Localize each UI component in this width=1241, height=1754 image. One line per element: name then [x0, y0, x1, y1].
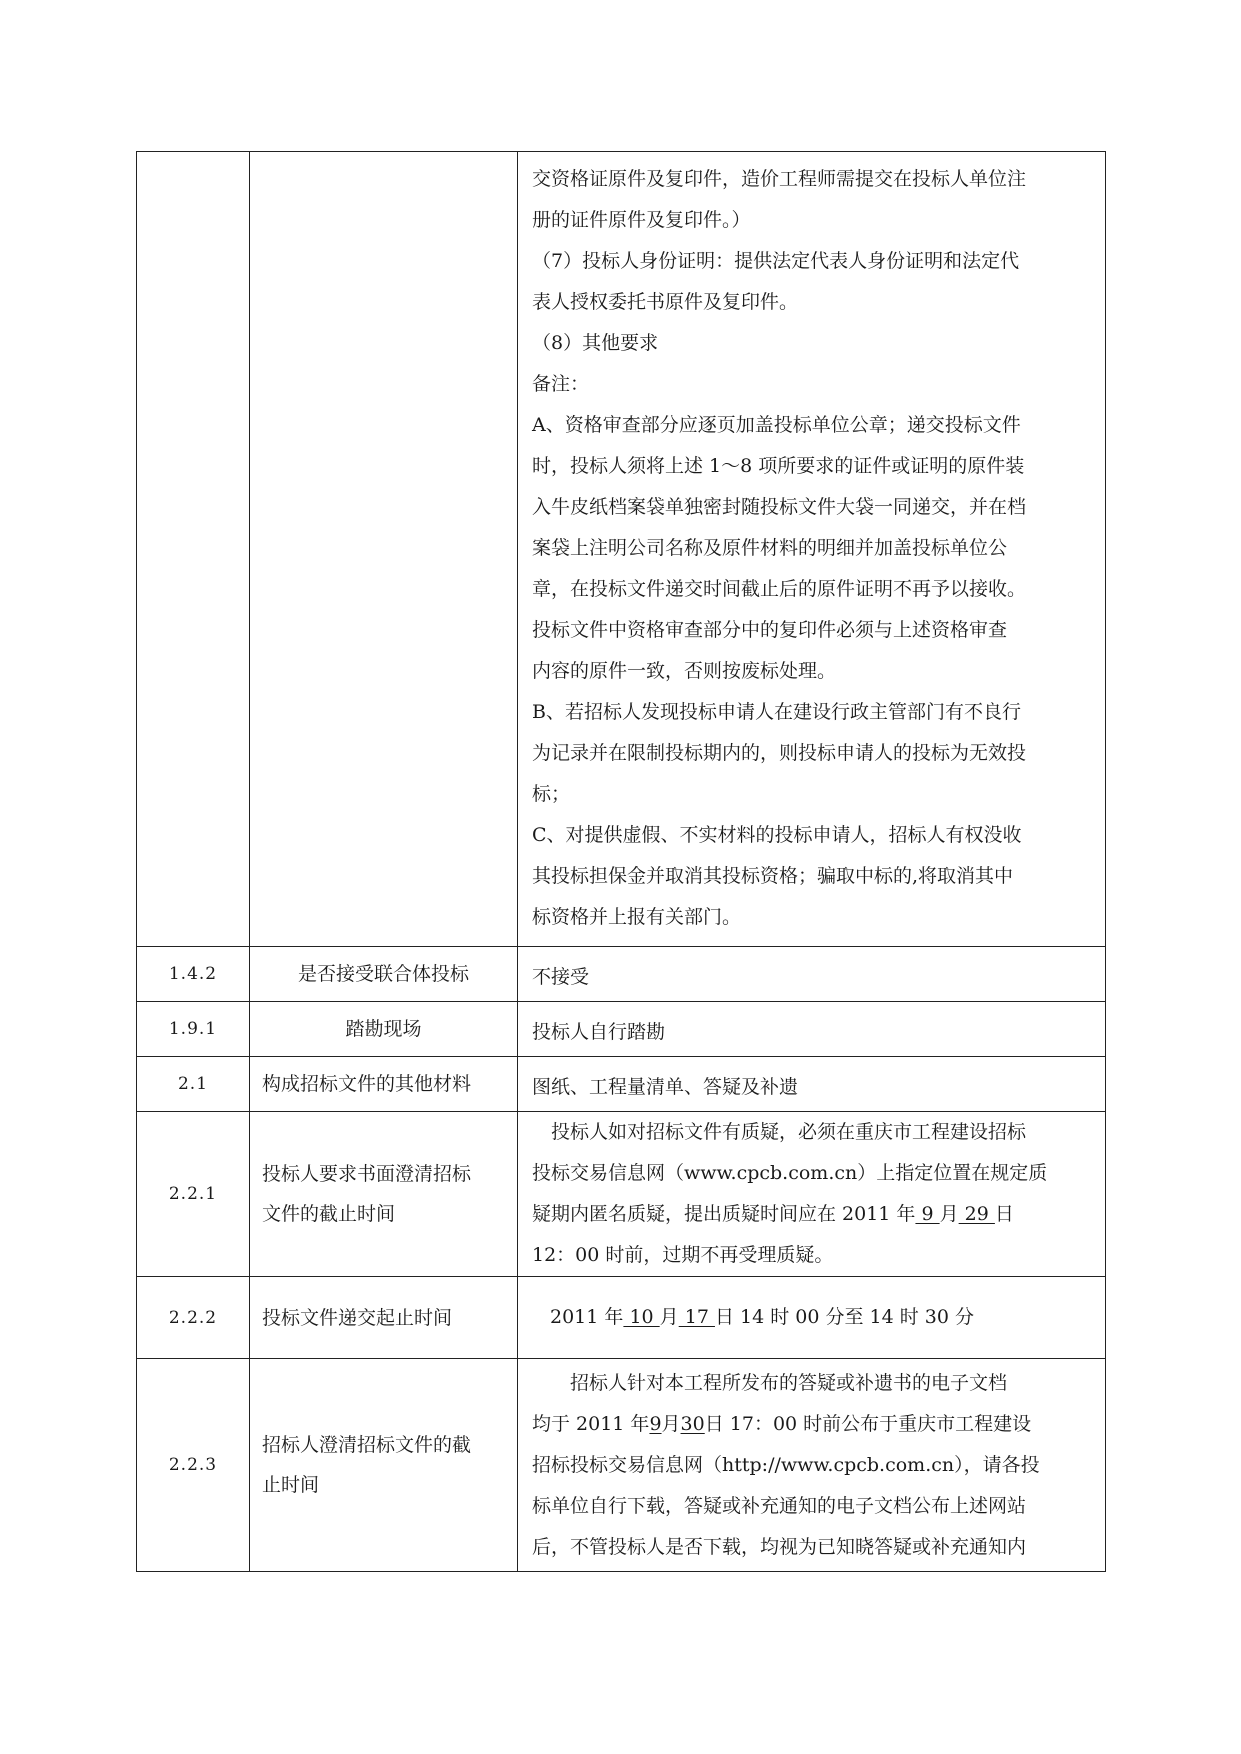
item-content [518, 1363, 1105, 1568]
text-line: 其投标担保金并取消其投标资格；骗取中标的,将取消其中 [532, 865, 1014, 887]
table-row [137, 1002, 1106, 1057]
item-name-cell [250, 152, 518, 947]
text-line [532, 1194, 1093, 1235]
content-cell [518, 1057, 1106, 1112]
item-name-cell [250, 1112, 518, 1277]
text-line: 案袋上注明公司名称及原件材料的明细并加盖投标单位公 [532, 537, 1008, 559]
content-cell [518, 947, 1106, 1002]
text-line: （7）投标人身份证明：提供法定代表人身份证明和法定代 [532, 250, 1020, 272]
content-cell [518, 152, 1106, 947]
item-name [250, 1154, 517, 1234]
item-content [518, 1112, 1105, 1276]
text-line: 交资格证原件及复印件，造价工程师需提交在投标人单位注 [532, 168, 1027, 190]
text-line: 招标投标交易信息网（http://www.cpcb.com.cn），请各投 [532, 1453, 1040, 1476]
table-row [137, 947, 1106, 1002]
item-name-cell [250, 1277, 518, 1359]
text-line: 投标文件中资格审查部分中的复印件必须与上述资格审查 [532, 619, 1008, 641]
day-value: 30 [680, 1412, 705, 1435]
content-cell [518, 1112, 1106, 1277]
item-name-cell [250, 947, 518, 1002]
text-line: A、资格审查部分应逐页加盖投标单位公章；递交投标文件 [532, 414, 1021, 436]
text-segment: 日 17：00 时前公布于重庆市工程建设 [704, 1412, 1032, 1435]
item-content: 图纸、工程量清单、答疑及补遗 [532, 1075, 799, 1098]
day-value: 29 [958, 1203, 995, 1225]
table-row [137, 1359, 1106, 1572]
text-line: 备注： [532, 373, 590, 395]
day-value: 17 [678, 1306, 715, 1328]
text-line: C、对提供虚假、不实材料的投标申请人，招标人有权没收 [532, 824, 1022, 846]
item-name: 踏勘现场 [345, 1018, 422, 1040]
item-name-cell [250, 1359, 518, 1572]
text-line: 册的证件原件及复印件。） [532, 209, 751, 231]
text-segment: 日 14 时 00 分至 14 时 30 分 [714, 1306, 974, 1328]
table-row [137, 152, 1106, 947]
text-line: 标资格并上报有关部门。 [532, 906, 742, 928]
text-segment: 均于 2011 年 [532, 1412, 650, 1435]
item-name-cell [250, 1057, 518, 1112]
month-value: 9 [915, 1203, 940, 1225]
content-cell [518, 1002, 1106, 1057]
text-line: 投标人如对招标文件有质疑，必须在重庆市工程建设招标 [551, 1121, 1027, 1143]
item-name-line: 招标人澄清招标文件的截 [262, 1434, 472, 1456]
text-line: 时，投标人须将上述 1～8 项所要求的证件或证明的原件装 [532, 455, 1025, 477]
text-line: 投标交易信息网（www.cpcb.com.cn）上指定位置在规定质 [532, 1162, 1048, 1184]
text-line: 内容的原件一致，否则按废标处理。 [532, 660, 837, 682]
clause-number-cell: 1.9.1 [137, 1002, 250, 1057]
item-name: 构成招标文件的其他材料 [262, 1073, 472, 1095]
text-segment: 2011 年 [550, 1306, 624, 1328]
item-content [518, 1297, 1105, 1338]
text-line: 标； [532, 783, 571, 805]
text-line: 入牛皮纸档案袋单独密封随投标文件大袋一同递交，并在档 [532, 496, 1027, 518]
text-line: 招标人针对本工程所发布的答疑或补遗书的电子文档 [570, 1371, 1008, 1394]
text-line: 表人授权委托书原件及复印件。 [532, 291, 799, 313]
text-segment: 月 [661, 1412, 681, 1435]
item-name-line: 文件的截止时间 [262, 1203, 396, 1225]
text-segment: 疑期内匿名质疑，提出质疑时间应在 2011 年 [532, 1203, 916, 1225]
text-segment: 月 [659, 1306, 679, 1328]
item-name-line: 止时间 [262, 1474, 320, 1496]
tender-info-table [136, 151, 1106, 1572]
text-segment: 月 [939, 1203, 959, 1225]
text-line: 标单位自行下载，答疑或补充通知的电子文档公布上述网站 [532, 1494, 1027, 1517]
text-line: 后，不管投标人是否下载，均视为已知晓答疑或补充通知内 [532, 1535, 1027, 1558]
clause-number-cell: 2.2.1 [137, 1112, 250, 1277]
item-name-line: 投标人要求书面澄清招标 [262, 1163, 472, 1185]
text-line: 为记录并在限制投标期内的，则投标申请人的投标为无效投 [532, 742, 1027, 764]
text-line: （8）其他要求 [532, 332, 659, 354]
text-line: 章，在投标文件递交时间截止后的原件证明不再予以接收。 [532, 578, 1027, 600]
table-row [137, 1112, 1106, 1277]
month-value: 9 [649, 1412, 662, 1435]
clause-number-cell: 2.2.2 [137, 1277, 250, 1359]
item-name: 是否接受联合体投标 [297, 963, 469, 985]
item-content: 不接受 [532, 965, 590, 988]
content-cell [518, 1359, 1106, 1572]
text-line: B、若招标人发现投标申请人在建设行政主管部门有不良行 [532, 701, 1021, 723]
item-name: 投标文件递交起止时间 [262, 1306, 453, 1329]
item-name-cell [250, 1002, 518, 1057]
month-value: 10 [623, 1306, 660, 1328]
clause-number-cell [137, 152, 250, 947]
text-line [532, 1404, 1093, 1445]
item-content: 投标人自行踏勘 [532, 1020, 666, 1043]
content-cell [518, 1277, 1106, 1359]
item-name [250, 1425, 517, 1505]
clause-number-cell: 2.2.3 [137, 1359, 250, 1572]
qualification-notes [518, 158, 1105, 940]
clause-number-cell: 1.4.2 [137, 947, 250, 1002]
clause-number-cell: 2.1 [137, 1057, 250, 1112]
text-segment: 日 [994, 1203, 1014, 1225]
text-line: 12：00 时前，过期不再受理质疑。 [532, 1244, 834, 1266]
table-row [137, 1277, 1106, 1359]
table-row [137, 1057, 1106, 1112]
